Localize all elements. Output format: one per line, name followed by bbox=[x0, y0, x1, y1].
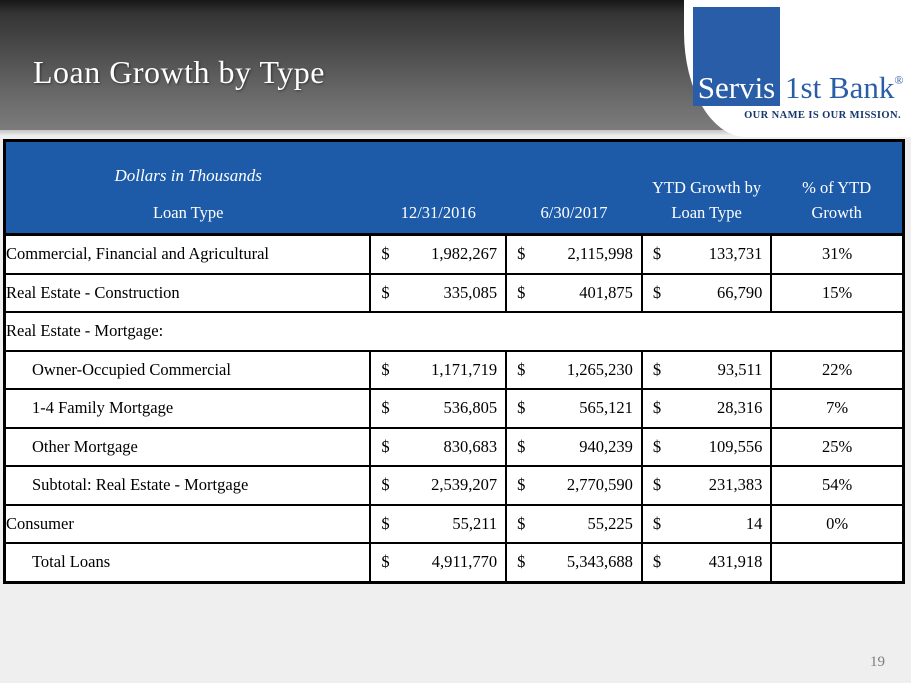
column-header-2016: 12/31/2016 bbox=[370, 141, 506, 235]
amount: 401,875 bbox=[579, 282, 633, 302]
table-row-consumer bbox=[5, 505, 904, 544]
value-cell-2016 bbox=[370, 235, 506, 274]
loan-type-group-cell: Real Estate - Mortgage: bbox=[5, 312, 904, 351]
table-row-other-mortgage bbox=[5, 428, 904, 467]
pct-cell: 31% bbox=[771, 235, 903, 274]
currency-symbol: $ bbox=[381, 436, 390, 456]
currency-symbol: $ bbox=[652, 436, 662, 456]
pct-cell: 22% bbox=[771, 351, 903, 390]
loan-type-cell: Real Estate - Construction bbox=[5, 274, 371, 313]
value-cell-ytd bbox=[642, 505, 771, 544]
amount: 2,770,590 bbox=[566, 475, 633, 495]
value-cell-2016 bbox=[370, 543, 506, 582]
value-cell-2017 bbox=[506, 505, 642, 544]
amount: 1,171,719 bbox=[431, 359, 498, 379]
currency-symbol: $ bbox=[517, 552, 526, 572]
currency-symbol: $ bbox=[381, 398, 390, 418]
currency-symbol: $ bbox=[517, 244, 526, 264]
logo-bank-label: 1st Bank bbox=[785, 70, 895, 105]
loan-growth-table bbox=[3, 139, 905, 584]
table-row-subtotal-mortgage bbox=[5, 466, 904, 505]
currency-symbol: $ bbox=[652, 513, 662, 533]
value-cell-ytd bbox=[642, 428, 771, 467]
value-cell-2016 bbox=[370, 389, 506, 428]
value-cell-ytd bbox=[642, 389, 771, 428]
amount: 14 bbox=[745, 513, 763, 533]
table-row-owner-occupied bbox=[5, 351, 904, 390]
loan-type-cell: Subtotal: Real Estate - Mortgage bbox=[5, 466, 371, 505]
value-cell-ytd bbox=[642, 543, 771, 582]
amount: 55,225 bbox=[587, 513, 633, 533]
ytd-growth-line1: YTD Growth by bbox=[652, 177, 762, 197]
logo-blue-square bbox=[693, 7, 780, 106]
amount: 133,731 bbox=[708, 244, 763, 264]
currency-symbol: $ bbox=[517, 513, 526, 533]
table-row-commercial bbox=[5, 235, 904, 274]
loan-type-cell: 1-4 Family Mortgage bbox=[5, 389, 371, 428]
currency-symbol: $ bbox=[652, 282, 662, 302]
table-row-construction bbox=[5, 274, 904, 313]
servisfirst-logo bbox=[693, 7, 904, 106]
loan-type-cell: Total Loans bbox=[5, 543, 371, 582]
amount: 565,121 bbox=[579, 398, 633, 418]
currency-symbol: $ bbox=[517, 282, 526, 302]
amount: 536,805 bbox=[443, 398, 498, 418]
pct-cell: 25% bbox=[771, 428, 903, 467]
value-cell-2017 bbox=[506, 466, 642, 505]
amount: 1,265,230 bbox=[566, 359, 633, 379]
currency-symbol: $ bbox=[381, 244, 390, 264]
currency-symbol: $ bbox=[652, 244, 662, 264]
column-header-ytd-growth bbox=[642, 141, 771, 235]
pct-cell: 15% bbox=[771, 274, 903, 313]
page-title: Loan Growth by Type bbox=[33, 54, 325, 90]
currency-symbol: $ bbox=[652, 359, 662, 379]
amount: 1,982,267 bbox=[431, 244, 498, 264]
page-number: 19 bbox=[870, 654, 885, 670]
currency-symbol: $ bbox=[652, 475, 662, 495]
currency-symbol: $ bbox=[517, 359, 526, 379]
logo-tagline: OUR NAME IS OUR MISSION. bbox=[744, 110, 901, 121]
value-cell-2017 bbox=[506, 428, 642, 467]
amount: 2,539,207 bbox=[431, 475, 498, 495]
amount: 431,918 bbox=[708, 552, 763, 572]
currency-symbol: $ bbox=[517, 436, 526, 456]
logo-bank-text bbox=[785, 72, 904, 106]
value-cell-2017 bbox=[506, 543, 642, 582]
loan-type-cell: Owner-Occupied Commercial bbox=[5, 351, 371, 390]
amount: 28,316 bbox=[716, 398, 763, 418]
currency-symbol: $ bbox=[381, 552, 390, 572]
currency-symbol: $ bbox=[652, 552, 662, 572]
amount: 5,343,688 bbox=[566, 552, 633, 572]
loan-type-cell: Consumer bbox=[5, 505, 371, 544]
table-row-total-loans bbox=[5, 543, 904, 582]
table-header-row bbox=[5, 141, 904, 235]
value-cell-2016 bbox=[370, 466, 506, 505]
value-cell-2016 bbox=[370, 351, 506, 390]
value-cell-2017 bbox=[506, 389, 642, 428]
table-subtitle: Dollars in Thousands bbox=[114, 166, 262, 186]
amount: 93,511 bbox=[717, 359, 763, 379]
pct-cell-empty bbox=[771, 543, 903, 582]
currency-symbol: $ bbox=[517, 398, 526, 418]
currency-symbol: $ bbox=[517, 475, 526, 495]
column-header-loan-type-label: Loan Type bbox=[152, 203, 224, 223]
pct-cell: 7% bbox=[771, 389, 903, 428]
amount: 4,911,770 bbox=[431, 552, 498, 572]
value-cell-2016 bbox=[370, 505, 506, 544]
value-cell-ytd bbox=[642, 466, 771, 505]
table-row-family-mortgage bbox=[5, 389, 904, 428]
currency-symbol: $ bbox=[652, 398, 662, 418]
amount: 231,383 bbox=[708, 475, 763, 495]
currency-symbol: $ bbox=[381, 475, 390, 495]
value-cell-ytd bbox=[642, 351, 771, 390]
amount: 109,556 bbox=[708, 436, 763, 456]
value-cell-2017 bbox=[506, 274, 642, 313]
currency-symbol: $ bbox=[381, 513, 390, 533]
amount: 940,239 bbox=[579, 436, 633, 456]
pct-ytd-line2: Growth bbox=[811, 203, 862, 223]
value-cell-2017 bbox=[506, 351, 642, 390]
currency-symbol: $ bbox=[381, 359, 390, 379]
ytd-growth-line2: Loan Type bbox=[671, 203, 742, 223]
amount: 830,683 bbox=[443, 436, 498, 456]
column-header-2017: 6/30/2017 bbox=[506, 141, 642, 235]
pct-ytd-line1: % of YTD bbox=[802, 177, 872, 197]
value-cell-2016 bbox=[370, 428, 506, 467]
value-cell-ytd bbox=[642, 235, 771, 274]
loan-type-cell: Other Mortgage bbox=[5, 428, 371, 467]
currency-symbol: $ bbox=[381, 282, 390, 302]
table-row-mortgage-group bbox=[5, 312, 904, 351]
column-header-loan-type bbox=[5, 141, 371, 235]
amount: 66,790 bbox=[716, 282, 763, 302]
logo-panel bbox=[684, 0, 911, 137]
amount: 55,211 bbox=[452, 513, 498, 533]
value-cell-2016 bbox=[370, 274, 506, 313]
pct-cell: 54% bbox=[771, 466, 903, 505]
amount: 2,115,998 bbox=[567, 244, 633, 264]
loan-type-cell: Commercial, Financial and Agricultural bbox=[5, 235, 371, 274]
table-header bbox=[5, 141, 904, 235]
registered-trademark-icon: ® bbox=[894, 73, 904, 87]
pct-cell: 0% bbox=[771, 505, 903, 544]
table-body bbox=[5, 235, 904, 583]
value-cell-2017 bbox=[506, 235, 642, 274]
logo-servis-text: Servis bbox=[697, 70, 776, 105]
amount: 335,085 bbox=[443, 282, 498, 302]
column-header-pct-ytd bbox=[771, 141, 903, 235]
value-cell-ytd bbox=[642, 274, 771, 313]
